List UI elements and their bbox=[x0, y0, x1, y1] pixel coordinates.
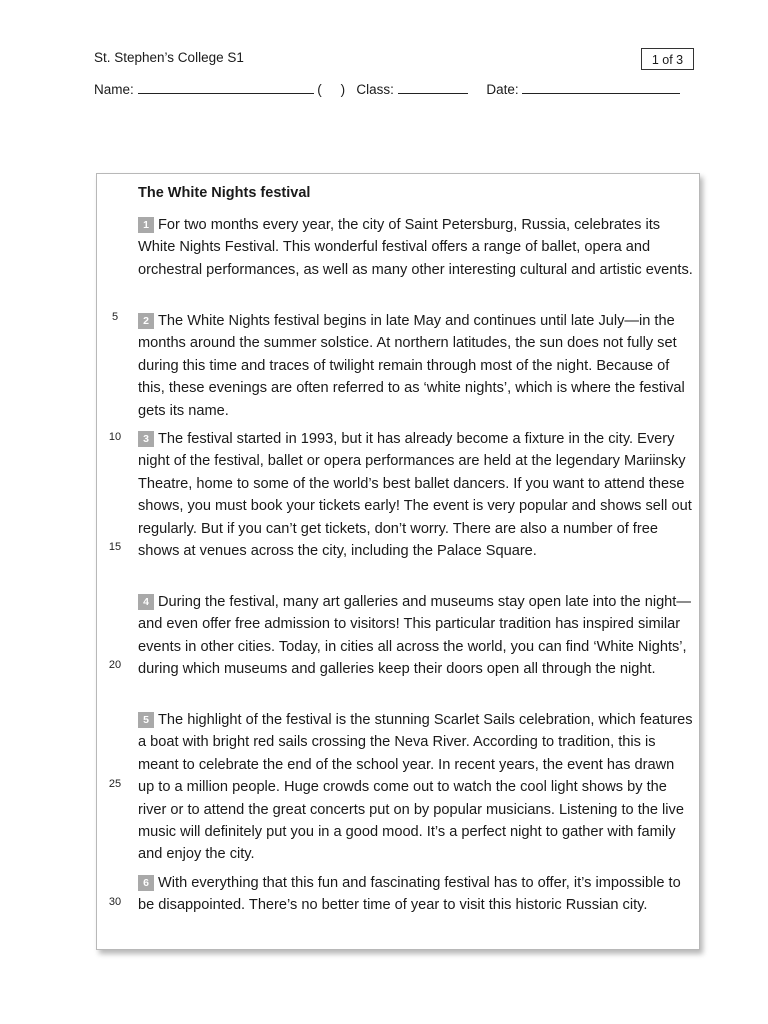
paragraph-number: 6 bbox=[138, 875, 154, 891]
passage-title: The White Nights festival bbox=[138, 185, 311, 201]
page-indicator: 1 of 3 bbox=[641, 48, 694, 70]
name-blank[interactable] bbox=[138, 81, 314, 94]
paragraph-1 bbox=[138, 214, 693, 281]
paragraph-text: For two months every year, the city of Saint Petersburg, Russia, celebrates its White Nights Festival. This wonderful festival offers a range of ballet, opera and orchestral performances, as well as many other interesting cultural and artistic events. bbox=[138, 217, 693, 278]
student-info-line bbox=[94, 81, 680, 97]
paragraph-text: During the festival, many art galleries and museums stay open late into the night—and even offer free admission to visitors! This particular tradition has inspired similar events in other cities. Today, in cities all across the world, you can find ‘White Nights’, during which museums and galleries keep their doors open all through the night. bbox=[138, 594, 691, 678]
paragraph-text: The festival started in 1993, but it has already become a fixture in the city. Every night of the festival, ballet or opera performances are held at the legendary Mariinsky Theatre, home to some of the world’s best ballet dancers. If you want to attend these shows, you must book your tickets early! The event is very popular and shows sell out regularly. But if you can’t get tickets, don’t worry. There are also a number of free shows at venues across the city, including the Palace Square. bbox=[138, 431, 692, 560]
paragraph-number: 2 bbox=[138, 313, 154, 329]
line-number: 20 bbox=[108, 659, 122, 671]
paragraph-number: 1 bbox=[138, 217, 154, 233]
class-label: Class: bbox=[356, 82, 394, 97]
paragraph-text: The White Nights festival begins in late May and continues until late July—in the months around the summer solstice. At northern latitudes, the sun does not fully set during this time and traces of twilight remain through most of the night. Because of this, these evenings are often referred to as ‘white nights’, which is where the festival gets its name. bbox=[138, 313, 685, 419]
name-label: Name: bbox=[94, 82, 134, 97]
paragraph-2 bbox=[138, 310, 693, 422]
paragraph-3 bbox=[138, 428, 693, 562]
class-blank[interactable] bbox=[398, 81, 468, 94]
line-number: 15 bbox=[108, 541, 122, 553]
line-number: 30 bbox=[108, 896, 122, 908]
paragraph-number: 3 bbox=[138, 431, 154, 447]
paragraph-number: 5 bbox=[138, 712, 154, 728]
paragraph-number: 4 bbox=[138, 594, 154, 610]
paragraph-5 bbox=[138, 709, 693, 866]
line-number: 10 bbox=[108, 431, 122, 443]
paragraph-text: The highlight of the festival is the stunning Scarlet Sails celebration, which features a boat with bright red sails crossing the Neva River. According to tradition, this is meant to celebrate the end of the school year. In recent years, the event has drawn up to a million people. Huge crowds come out to watch the cool light shows by the river or to attend the great concerts put on by popular musicians. Listening to the live music will definitely put you in a good mood. It’s a perfect night to gather with family and enjoy the city. bbox=[138, 712, 693, 863]
date-label: Date: bbox=[486, 82, 519, 97]
paragraph-text: With everything that this fun and fascinating festival has to offer, it’s impossible to be disappointed. There’s no better time of year to visit this historic Russian city. bbox=[138, 875, 681, 914]
line-number: 25 bbox=[108, 778, 122, 790]
school-header: St. Stephen’s College S1 bbox=[94, 50, 244, 65]
paren-close: ) bbox=[340, 82, 346, 97]
reading-passage bbox=[96, 173, 700, 950]
paragraph-4 bbox=[138, 591, 693, 681]
paragraph-6 bbox=[138, 872, 693, 917]
paren-open: ( bbox=[317, 82, 322, 97]
line-number: 5 bbox=[111, 311, 119, 323]
date-blank[interactable] bbox=[522, 81, 680, 94]
